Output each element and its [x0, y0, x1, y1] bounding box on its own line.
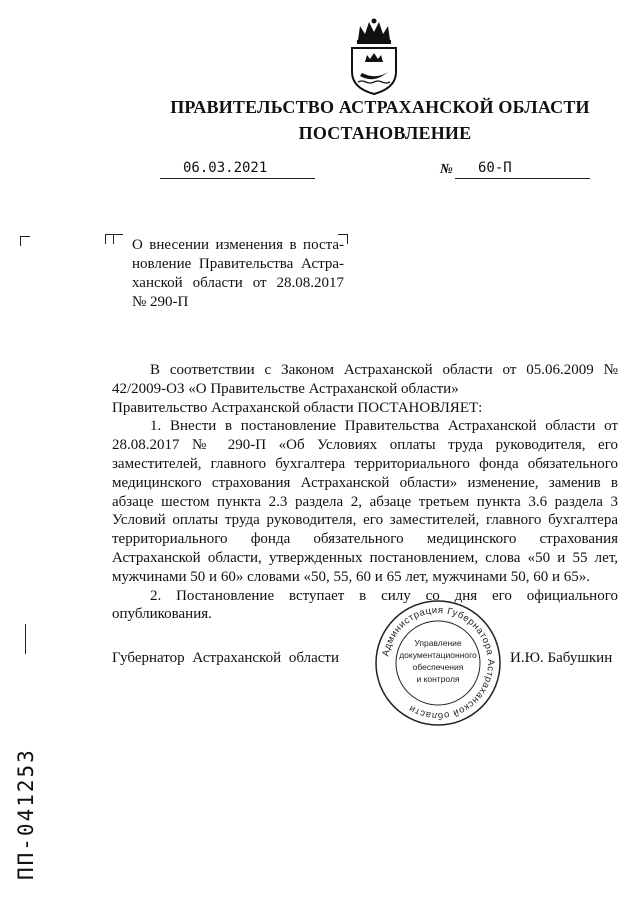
- preamble-paragraph: В соответствии с Законом Астраханской области от 05.06.2009 № 42/2009-ОЗ «О Правительстве Астраханской области»: [112, 362, 618, 397]
- stamp-ring-text: Администрация Губернатора Астраханской области: [380, 604, 497, 722]
- stamp-inner-line: обеспечения: [412, 662, 464, 672]
- document-type: ПОСТАНОВЛЕНИЕ: [298, 123, 472, 143]
- document-subject: [132, 236, 344, 312]
- document-date: 06.03.2021: [183, 160, 268, 176]
- corner-mark-icon: [113, 234, 123, 244]
- corner-mark-icon: [20, 236, 30, 246]
- margin-serial-number: ПП-041253: [14, 748, 38, 880]
- signatory-name: И.Ю. Бабушкин: [510, 650, 613, 666]
- stamp-inner-line: Управление: [414, 638, 462, 648]
- subject-line: ханской области от 28.08.2017: [132, 275, 344, 291]
- government-title: ПРАВИТЕЛЬСТВО АСТРАХАНСКОЙ ОБЛАСТИ: [170, 97, 590, 117]
- number-sign: №: [440, 162, 453, 177]
- subject-line: новление Правительства Астра-: [132, 256, 344, 272]
- date-underline: [160, 178, 315, 179]
- signatory-title: Губернатор Астраханской области: [112, 650, 340, 666]
- document-body: [112, 361, 618, 624]
- resolution-line: Правительство Астраханской области ПОСТАНОВЛЯЕТ:: [112, 399, 483, 416]
- clause-1-paragraph: 1. Внести в постановление Правительства Астраханской области от 28.08.2017 № 290-П «Об Условиях оплаты труда руководителя, его заместителей, главного бухгалтера территориального фонда обязательного медицинского страхования Астраханской области» изменение, заменив в абзаце шестом пункта 2.3 раздела 2, абзаце третьем пункта 3.6 раздела 3 Условий оплаты труда руководителя, его заместителей, главного бухгалтера территориального фонда обязательного медицинского страхования Астраханской области, утвержденных постановлением, слова «50 и 55 лет, мужчинами 50 и 60» словами «50, 55, 60 и 65 лет, мужчинами 50, 60 и 65».: [112, 418, 618, 585]
- official-stamp-icon: [373, 598, 503, 728]
- stamp-inner-line: и контроля: [416, 674, 460, 684]
- margin-line: [25, 624, 26, 654]
- document-number: 60-П: [478, 160, 512, 176]
- coat-of-arms-icon: [346, 18, 402, 96]
- clause-2-paragraph: 2. Постановление вступает в силу со дня его официального опубликования.: [112, 587, 618, 623]
- number-underline: [455, 178, 590, 179]
- stamp-inner-line: документационного: [399, 650, 477, 660]
- subject-line: № 290-П: [132, 294, 189, 310]
- subject-line: О внесении изменения в поста-: [132, 237, 344, 253]
